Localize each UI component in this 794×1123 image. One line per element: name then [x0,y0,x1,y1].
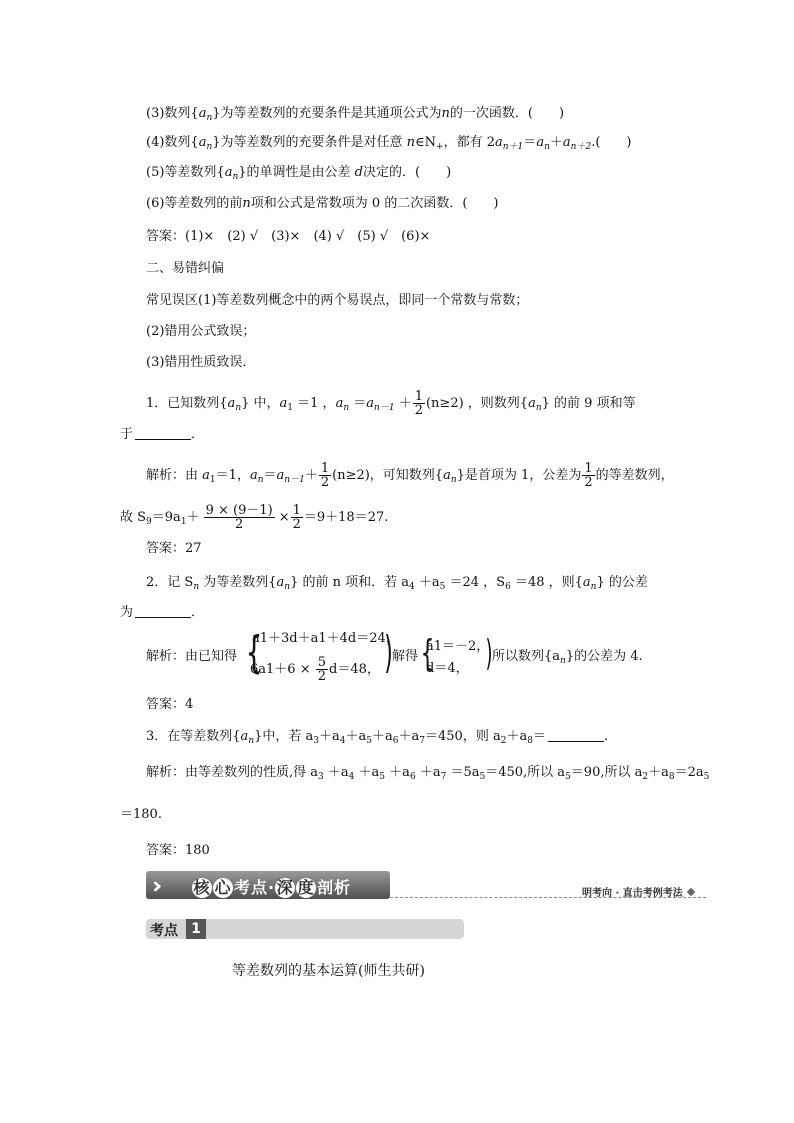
problem-3-solution-2: ＝180. [120,807,162,822]
kaodian-tag: 考点 1 [146,919,464,939]
error-note-3: (3)错用性质致误． [146,355,256,370]
kaodian-number: 1 [186,919,206,939]
statement-4: (4)数列$\{a_n\}$为等差数列的充要条件是对任意 $n\in N_+$，都有 $2a_{n+1}=a_n+a_{n+2}$.( ) [146,135,632,152]
error-note-2: (2)错用公式致误； [146,324,256,339]
banner-subtitle: 明考向 · 直击考例考法 [582,884,694,899]
answer-blank[interactable] [135,427,191,440]
result-eq-2: d＝4， [426,661,469,676]
problem-2-solution-lead: 解析：由已知得 [146,649,238,664]
problem-3-stem: 3．在等差数列$\{a_n\}$中，若 $a_3+a_4+a_5+a_6+a_7=450$，则 $a_2+a_8=$ ． [146,729,617,746]
statement-6: (6)等差数列的前n项和公式是常数项为 0 的二次函数．( ) [146,196,499,211]
problem-1-answer: 答案：27 [146,541,202,556]
left-brace-icon: { [245,627,263,678]
problem-1-blank-line: 于 ． [120,427,205,442]
diamond-icon [687,888,695,896]
statement-3: (3)数列$\{a_n\}$为等差数列的充要条件是其通项公式为n的一次函数．( ) [146,106,565,123]
right-brace-icon: ) [384,627,393,678]
left-brace-icon: { [420,633,435,674]
system-eq-2: 6a1＋6 × $\frac{5}{2}$ d＝48， [250,655,380,684]
solve-label: 解得 [392,649,419,664]
problem-2-stem: 2．记 $S_n$ 为等差数列$\{a_n\}$ 的前 n 项和．若 $a_4 +a_5 =24$ ，$S_6 =48$ ，则$\{a_n\}$ 的公差 [146,575,648,592]
problem-2-solution-tail: 所以数列$\{a_n\}$的公差为 4. [492,649,643,666]
error-note-1: 常见误区(1)等差数列概念中的两个易误点，即同一个常数与常数； [146,293,529,308]
topic-heading: 等差数列的基本运算(师生共研) [232,963,425,979]
section-heading-2: 二、易错纠偏 [146,261,225,276]
problem-3-answer: 答案：180 [146,843,210,858]
problem-1-stem: 1．已知数列$\{a_n\}$ 中，$a_1 =1$ ，$a_n =a_{n-1}$ ＋ $\frac{1}{2}$ (n≥2) ，则数列$\{a_n\}$ 的前 9 项和等 [146,389,636,418]
section-banner [146,871,390,899]
answer-blank[interactable] [548,729,604,742]
result-eq-1: a1＝－2， [426,639,490,654]
banner-title: 核 心 考点·深 度 剖析 [193,878,352,897]
problem-3-solution: 解析：由等差数列的性质,得 $a_3 +a_4 +a_5 +a_6 +a_7 =5a_5=450$,所以 $a_5=90$,所以 $a_2+a_8=2a_5$ [146,765,710,782]
problem-1-solution-2: 故 $S_9=9a_1+$ $\frac{9 \times (9-1)}{2}$ × $\frac{1}{2}$ ＝9＋18＝27. [120,503,389,532]
answer-blank[interactable] [135,605,191,618]
problem-1-solution: 解析：由 $a_1=1$，$a_n=a_{n-1}+$ $\frac{1}{2}$ (n≥2)，可知数列$\{a_n\}$是首项为 1，公差为 $\frac{1}{2}$ 的等差数列， [146,461,674,490]
answer-judge: 答案：(1)× (2) √ (3)× (4) √ (5) √ (6)× [146,229,431,244]
problem-2-answer: 答案：4 [146,697,194,712]
system-eq-1: a1＋3d＋a1＋4d＝24， [252,631,399,646]
right-brace-icon: ) [485,633,493,674]
double-chevron-icon: ››› [152,874,155,899]
problem-2-blank-line: 为 ． [120,605,205,620]
statement-5: (5)等差数列$\{a_n\}$的单调性是由公差 d决定的．( ) [146,165,452,182]
